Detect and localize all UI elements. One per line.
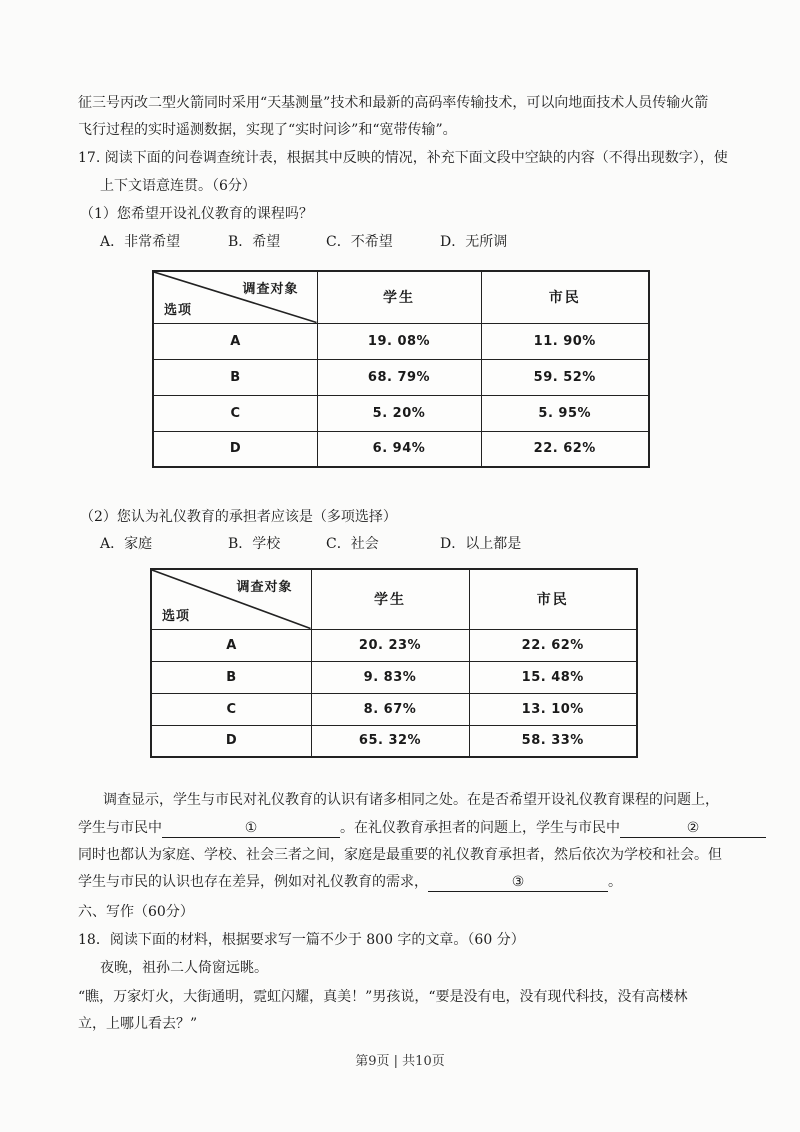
corner-label-subject: 调查对象 <box>236 580 293 595</box>
survey1-table <box>152 270 648 466</box>
survey1-option-d: D．无所调 <box>440 234 508 250</box>
row-label: A <box>153 323 317 359</box>
answer-blank-1: ① <box>162 819 340 838</box>
passage-line-2 <box>78 818 766 838</box>
answer-blank-3: ③ <box>428 873 608 892</box>
row-label: C <box>151 693 311 725</box>
table-header-row <box>153 271 649 323</box>
cell-citizens: 13. 10% <box>469 693 637 725</box>
q18-material-para-1: 夜晚，祖孙二人倚窗远眺。 <box>100 960 268 976</box>
table-row <box>153 359 649 395</box>
q17-stem-line-1 <box>78 148 728 168</box>
passage-line-3: 同时也都认为家庭、学校、社会三者之间，家庭是最重要的礼仪教育承担者，然后依次为学校和社会。但 <box>78 847 722 863</box>
column-header-students: 学生 <box>311 569 469 629</box>
corner-label-subject: 调查对象 <box>242 282 299 297</box>
cell-citizens: 22. 62% <box>481 431 649 467</box>
corner-label-option: 选项 <box>162 608 191 624</box>
q18-material-para-2-line-1: “瞧，万家灯火，大街通明，霓虹闪耀，真美！”男孩说，“要是没有电，没有现代科技，没有高楼林 <box>78 989 688 1005</box>
survey1-option-b: B．希望 <box>228 234 281 250</box>
cell-citizens: 58. 33% <box>469 725 637 757</box>
cell-students: 5. 20% <box>317 395 481 431</box>
survey1-option-c: C．不希望 <box>326 234 393 250</box>
q17-stem-line-2: 上下文语意连贯。（6分） <box>100 178 256 194</box>
cell-students: 20. 23% <box>311 629 469 661</box>
survey2-option-c: C．社会 <box>326 536 379 552</box>
survey2-table <box>150 568 636 756</box>
intro-line-1: 征三号丙改二型火箭同时采用“天基测量”技术和最新的高码率传输技术，可以向地面技术人员传输火箭 <box>78 95 709 111</box>
q18-stem: 18．阅读下面的材料，根据要求写一篇不少于 800 字的文章。（60 分） <box>78 932 525 948</box>
column-header-citizens: 市民 <box>469 569 637 629</box>
row-label: A <box>151 629 311 661</box>
survey2-question: （2）您认为礼仪教育的承担者应该是（多项选择） <box>80 509 397 525</box>
corner-label-option: 选项 <box>164 302 193 318</box>
passage-line-2-start: 学生与市民中 <box>78 820 162 836</box>
q17-number: 17. <box>78 150 101 166</box>
cell-students: 8. 67% <box>311 693 469 725</box>
passage-line-2-middle: 。在礼仪教育承担者的问题上，学生与市民中 <box>340 820 620 836</box>
page-footer: 第9页 | 共10页 <box>355 1054 445 1069</box>
cell-citizens: 15. 48% <box>469 661 637 693</box>
table-row <box>153 395 649 431</box>
passage-line-4-end: 。 <box>608 874 622 890</box>
q18-material-para-2-line-2: 立，上哪儿看去？” <box>78 1016 198 1032</box>
survey2-option-a: A．家庭 <box>100 536 153 552</box>
survey2-option-b: B．学校 <box>228 536 281 552</box>
passage-line-4-start: 学生与市民的认识也存在差异，例如对礼仪教育的需求， <box>78 874 428 890</box>
cell-citizens: 11. 90% <box>481 323 649 359</box>
table-header-row <box>151 569 637 629</box>
table-corner-cell <box>153 271 317 323</box>
column-header-students: 学生 <box>317 271 481 323</box>
q17-stem-text: 阅读下面的问卷调查统计表，根据其中反映的情况，补充下面文段中空缺的内容（不得出现数字），使 <box>104 150 728 166</box>
survey2-options <box>0 534 800 554</box>
cell-students: 19. 08% <box>317 323 481 359</box>
row-label: D <box>151 725 311 757</box>
table-row <box>153 323 649 359</box>
cell-citizens: 22. 62% <box>469 629 637 661</box>
column-header-citizens: 市民 <box>481 271 649 323</box>
section-heading-writing: 六、写作（60分） <box>78 904 194 920</box>
survey1-option-a: A．非常希望 <box>100 234 181 250</box>
passage-line-1: 调查显示，学生与市民对礼仪教育的认识有诸多相同之处。在是否希望开设礼仪教育课程的问题上， <box>103 792 719 808</box>
cell-students: 65. 32% <box>311 725 469 757</box>
survey1-question: （1）您希望开设礼仪教育的课程吗？ <box>80 206 313 222</box>
row-label: B <box>153 359 317 395</box>
table-row <box>151 693 637 725</box>
row-label: B <box>151 661 311 693</box>
cell-students: 6. 94% <box>317 431 481 467</box>
row-label: C <box>153 395 317 431</box>
intro-line-2: 飞行过程的实时遥测数据，实现了“实时问诊”和“宽带传输”。 <box>78 122 457 138</box>
cell-students: 68. 79% <box>317 359 481 395</box>
table-row <box>151 725 637 757</box>
row-label: D <box>153 431 317 467</box>
survey2-option-d: D．以上都是 <box>440 536 522 552</box>
answer-blank-2: ② <box>620 819 766 838</box>
cell-citizens: 59. 52% <box>481 359 649 395</box>
survey1-options <box>0 232 800 252</box>
cell-citizens: 5. 95% <box>481 395 649 431</box>
table-row <box>151 661 637 693</box>
table-corner-cell <box>151 569 311 629</box>
cell-students: 9. 83% <box>311 661 469 693</box>
table-row <box>153 431 649 467</box>
passage-line-4 <box>78 872 622 892</box>
table-row <box>151 629 637 661</box>
